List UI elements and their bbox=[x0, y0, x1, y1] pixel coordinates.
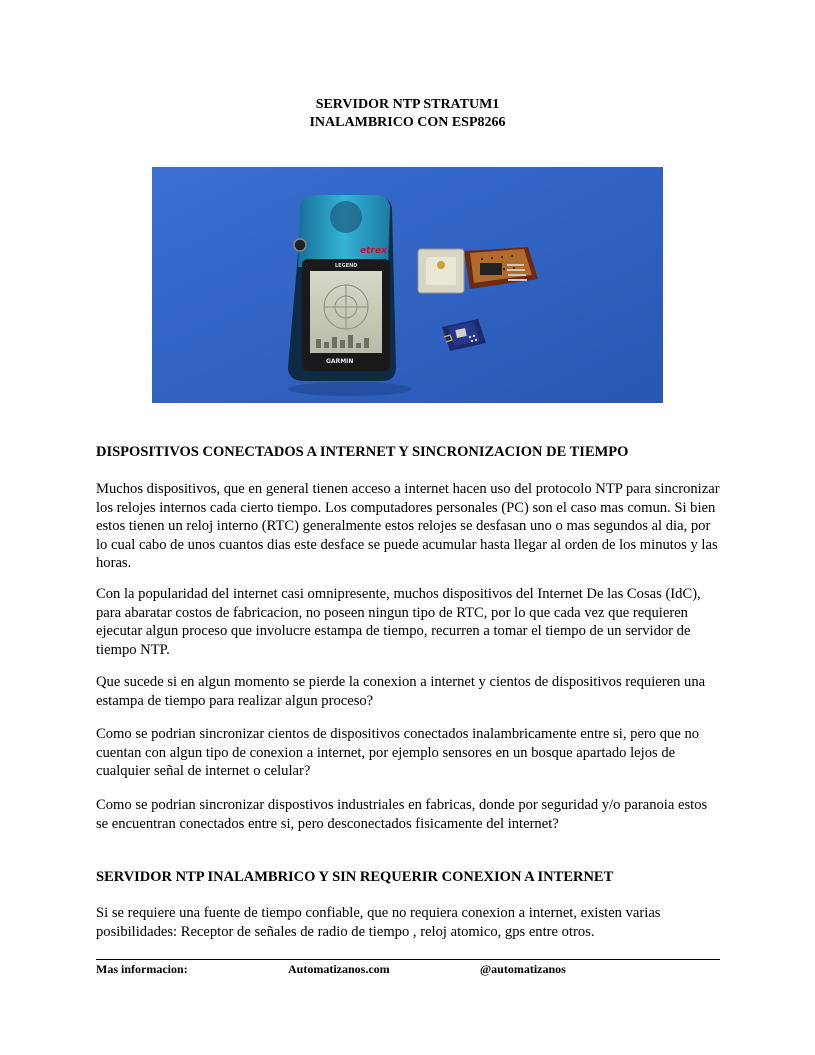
section-1-heading: DISPOSITIVOS CONECTADOS A INTERNET Y SINCRONIZACION DE TIEMPO bbox=[96, 444, 629, 460]
section-1-paragraph-4: Como se podrian sincronizar cientos de dispositivos conectados inalambricamente entre si, pero que no cuentan con algun tipo de conexion a internet, por ejemplo sensores en un bosque apartado lejos de cualquier señal de internet o celular? bbox=[96, 726, 700, 780]
section-1-paragraph-5: Como se podrian sincronizar dispostivos industriales en fabricas, donde por seguridad y/o paranoia estos se encuentran conectados entre si, pero desconectados fisicamente del internet? bbox=[96, 797, 708, 832]
gps-esp8266-photo bbox=[152, 167, 663, 403]
section-1-paragraph-2: Con la popularidad del internet casi omnipresente, muchos dispositivos del Internet De las Cosas (IdC), para abaratar costos de fabricacion, no poseen ningun tipo de RTC, por lo que cada vez que requieren ejecutar algun proceso que involucre estampa de tiempo, recurren a tomar el tiempo de un servidor de tiempo NTP. bbox=[96, 586, 701, 658]
section-2-heading: SERVIDOR NTP INALAMBRICO Y SIN REQUERIR CONEXION A INTERNET bbox=[96, 869, 614, 885]
section-1-paragraph-1: Muchos dispositivos, que en general tienen acceso a internet hacen uso del protocolo NTP para sincronizar los relojes internos cada cierto tiempo. Los computadores personales (PC) son el caso mas comun. Si bien estos tienen un reloj interno (RTC) generalmente estos relojes se desfasan uno o mas segundos al dia, por lo cual cabo de unos cuantos dias este desface se puede acumular hasta llegar al orden de los minutos y las horas. bbox=[96, 481, 720, 572]
joystick-button bbox=[294, 239, 306, 251]
screen-satellite-plot bbox=[324, 285, 368, 329]
document-title bbox=[0, 96, 815, 132]
title-line-1: SERVIDOR NTP STRATUM1 bbox=[315, 97, 500, 112]
photo-illustration bbox=[152, 167, 663, 403]
footer-label: Mas informacion: bbox=[96, 962, 188, 976]
speaker-grille bbox=[330, 201, 362, 233]
footer-divider bbox=[96, 959, 720, 960]
device-logo: etrex bbox=[360, 246, 387, 256]
device-model: LEGEND bbox=[335, 263, 358, 269]
section-1-paragraph-3: Que sucede si en algun momento se pierde la conexion a internet y cientos de dispositivos requieren una estampa de tiempo para realizar algun proceso? bbox=[96, 674, 706, 709]
footer-handle: @automatizanos bbox=[480, 962, 566, 976]
title-line-2: INALAMBRICO CON ESP8266 bbox=[309, 115, 506, 130]
device-brand: GARMIN bbox=[326, 358, 354, 365]
footer-website: Automatizanos.com bbox=[288, 962, 390, 976]
photo-background bbox=[152, 167, 663, 403]
section-2-paragraph-1: Si se requiere una fuente de tiempo confiable, que no requiera conexion a internet, existen varias posibilidades: Receptor de señales de radio de tiempo , reloj atomico, gps entre otros. bbox=[96, 905, 661, 940]
